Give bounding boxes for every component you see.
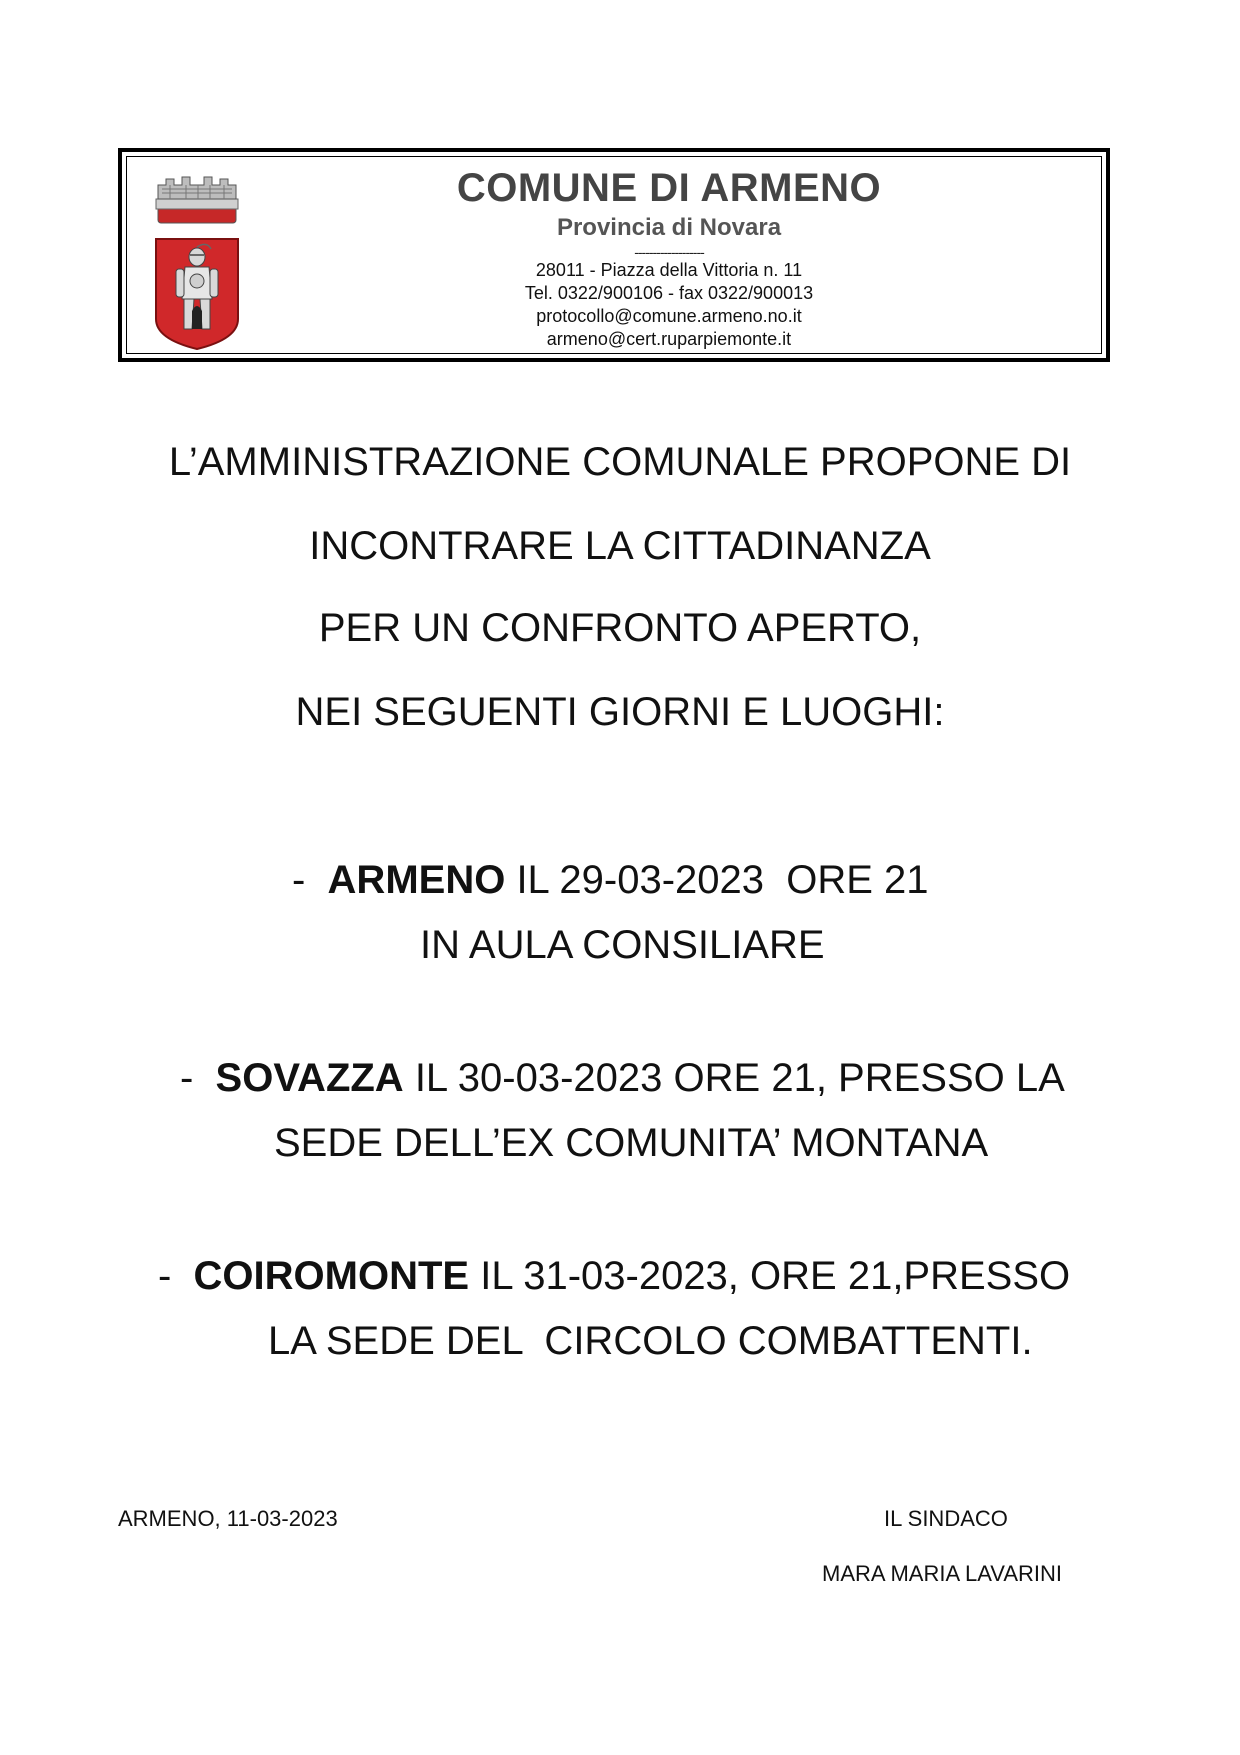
mayor-name: MARA MARIA LAVARINI: [822, 1561, 1063, 1586]
intro-line-4: NEI SEGUENTI GIORNI E LUOGHI:: [295, 690, 945, 734]
event-dash: -: [180, 1056, 216, 1100]
letterhead-box: [118, 148, 1110, 362]
province-label: Provincia di Novara: [556, 214, 782, 241]
event-armeno-line-2: IN AULA CONSILIARE: [420, 923, 825, 967]
email-line: protocollo@comune.armeno.no.it: [536, 306, 802, 326]
event-place: ARMENO: [327, 858, 506, 902]
municipality-title: COMUNE DI ARMENO: [456, 166, 882, 210]
intro-line-2: INCONTRARE LA CITTADINANZA: [309, 524, 931, 568]
place-date: ARMENO, 11-03-2023: [118, 1506, 338, 1531]
crown-icon: [156, 177, 238, 223]
event-coiromonte-line-1: [158, 1252, 1070, 1300]
event-sovazza-line-2: SEDE DELL’EX COMUNITA’ MONTANA: [274, 1121, 989, 1165]
event-dash: -: [158, 1254, 194, 1298]
letterhead-text: [247, 157, 1091, 351]
letterhead-inner-border: [126, 156, 1102, 354]
intro-line-3: PER UN CONFRONTO APERTO,: [318, 606, 922, 650]
phone-line: Tel. 0322/900106 - fax 0322/900013: [524, 283, 814, 303]
event-details: IL 29-03-2023 ORE 21: [505, 858, 929, 902]
event-details: IL 30-03-2023 ORE 21, PRESSO LA: [403, 1056, 1065, 1100]
intro-line-1: L’AMMINISTRAZIONE COMUNALE PROPONE DI: [168, 440, 1072, 484]
event-place: SOVAZZA: [215, 1056, 404, 1100]
mayor-role: IL SINDACO: [884, 1506, 1008, 1531]
event-sovazza-line-1: [180, 1054, 1065, 1102]
pec-line: armeno@cert.ruparpiemonte.it: [546, 329, 792, 349]
event-armeno-line-1: [292, 856, 929, 904]
event-coiromonte-line-2: LA SEDE DEL CIRCOLO COMBATTENTI.: [268, 1319, 1033, 1363]
event-dash: -: [292, 858, 328, 902]
armeno-coat-of-arms-icon: [152, 169, 242, 357]
header-separator: -------------------: [634, 244, 704, 260]
address-line: 28011 - Piazza della Vittoria n. 11: [535, 260, 803, 280]
shield-icon: [156, 239, 238, 349]
event-place: COIROMONTE: [193, 1254, 470, 1298]
event-details: IL 31-03-2023, ORE 21,PRESSO: [469, 1254, 1071, 1298]
